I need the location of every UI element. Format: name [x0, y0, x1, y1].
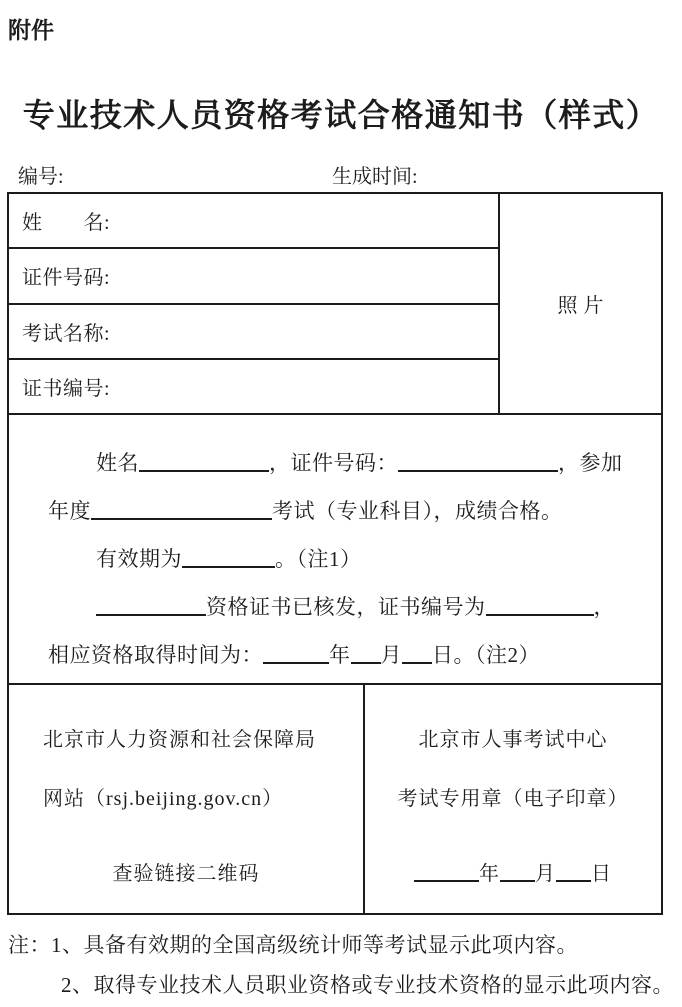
- issuer-bureau-name: 北京市人力资源和社会保障局: [43, 729, 316, 751]
- table-row-id-number: [9, 249, 498, 304]
- body-line-3-text-1: 有效期为: [96, 547, 182, 571]
- qr-code-caption: 查验链接二维码: [112, 863, 260, 885]
- id-number-label: 证件号码:: [22, 267, 111, 290]
- id-number-blank-field: [398, 468, 558, 472]
- meta-row: [0, 160, 682, 190]
- body-line-1-text-3: ，参加: [558, 451, 623, 475]
- body-line-1-text-1: 姓名: [96, 451, 139, 475]
- footnote-1-text: 1、具备有效期的全国高级统计师等考试显示此项内容。: [51, 933, 578, 957]
- seal-caption: 考试专用章（电子印章）: [397, 788, 629, 810]
- stamp-month-blank-field: [500, 878, 535, 882]
- stamp-year-blank-field: [414, 878, 479, 882]
- body-line-3: [48, 535, 647, 583]
- body-line-2: [48, 487, 647, 535]
- certificate-number-label: 证书编号:: [22, 377, 111, 400]
- month-char: 月: [380, 643, 402, 667]
- notice-table: [7, 192, 663, 915]
- table-row-exam-name: [9, 305, 498, 360]
- acquire-year-blank-field: [263, 660, 329, 664]
- page-title: 专业技术人员资格考试合格通知书（样式）: [22, 97, 660, 133]
- table-row-name: [9, 194, 498, 249]
- stamp-date-line: [365, 857, 661, 886]
- name-blank-field: [139, 468, 269, 472]
- photo-placeholder: [500, 194, 661, 413]
- body-line-4-text-2: ，: [593, 595, 615, 619]
- exam-year-blank-field: [91, 516, 272, 520]
- issuer-website: 网站（rsj.beijing.gov.cn）: [43, 788, 284, 810]
- issuer-right-cell: [365, 685, 661, 913]
- footnote-1: [8, 925, 674, 965]
- body-line-2-text-2: 考试（专业科目），成绩合格。: [272, 499, 563, 523]
- body-line-4-text-1: 资格证书已核发，证书编号为: [206, 595, 486, 619]
- footnote-2-text: 2、取得专业技术人员职业资格或专业技术资格的显示此项内容。: [61, 973, 674, 997]
- acquire-day-blank-field: [402, 660, 432, 664]
- body-line-1-text-2: ，证件号码：: [269, 451, 398, 475]
- body-line-5: [48, 631, 647, 679]
- name-label: 姓 名:: [22, 212, 111, 235]
- exam-center-name: 北京市人事考试中心: [418, 729, 608, 751]
- footnotes: [8, 925, 674, 1005]
- footnote-prefix: 注：: [8, 933, 51, 957]
- exam-name-label: 考试名称:: [22, 322, 111, 345]
- photo-label: 照片: [557, 295, 610, 317]
- stamp-day-char: 日: [591, 863, 612, 885]
- body-line-4: [48, 583, 647, 631]
- issuer-section: [9, 685, 661, 913]
- generated-time-label: 生成时间:: [332, 166, 418, 188]
- table-row-certificate-number: [9, 360, 498, 413]
- info-section: [9, 194, 661, 415]
- stamp-month-char: 月: [535, 863, 556, 885]
- stamp-year-char: 年: [479, 863, 500, 885]
- body-line-2-text-1: 年度: [48, 499, 91, 523]
- body-line-5-text-1: 相应资格取得时间为：: [48, 643, 263, 667]
- validity-blank-field: [182, 564, 275, 568]
- body-line-1: [48, 439, 647, 487]
- certificate-no-blank-field: [486, 612, 594, 616]
- stamp-day-blank-field: [556, 878, 591, 882]
- body-line-3-text-2: 。（注1）: [275, 547, 362, 571]
- body-line-5-text-5: 。（注2）: [453, 643, 540, 667]
- body-paragraph: [9, 415, 661, 685]
- footnote-2: [61, 965, 674, 1005]
- year-char: 年: [329, 643, 351, 667]
- info-rows: [9, 194, 500, 413]
- acquire-month-blank-field: [351, 660, 381, 664]
- issuer-left-cell: [9, 685, 365, 913]
- day-char: 日: [432, 643, 454, 667]
- qualification-blank-field: [96, 612, 206, 616]
- attachment-label: 附件: [8, 18, 54, 43]
- number-label: 编号:: [18, 166, 64, 188]
